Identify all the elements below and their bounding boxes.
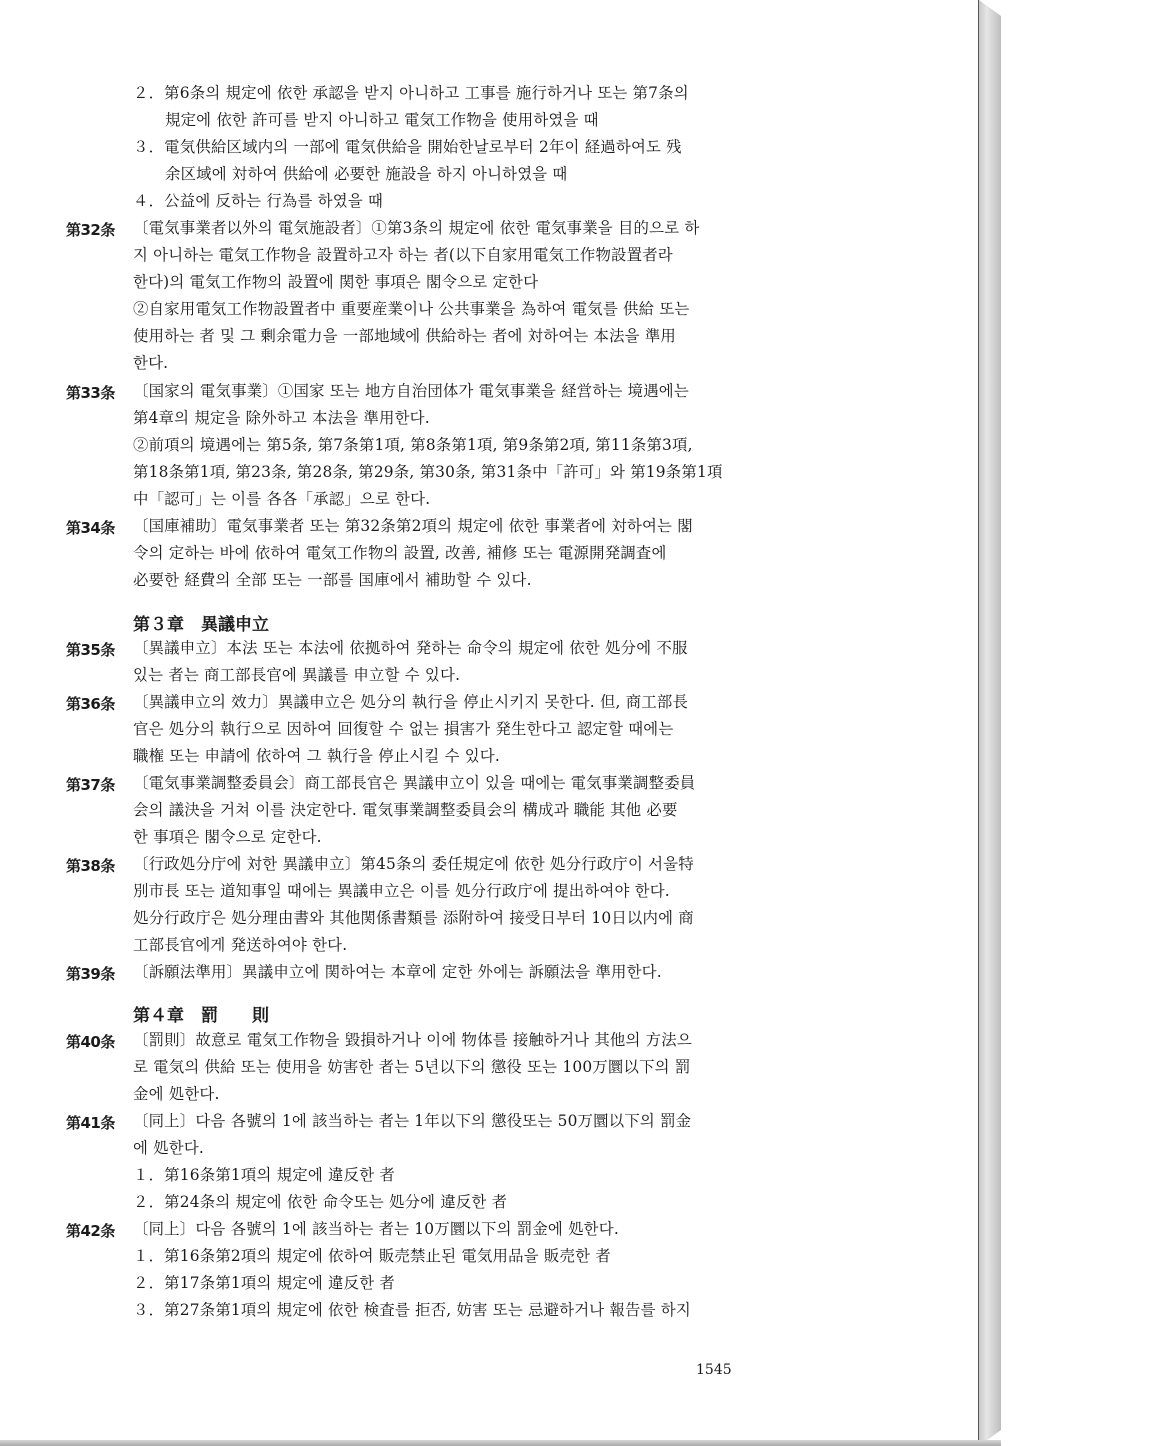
text-line: 中「認可」는 이를 各各「承認」으로 한다. xyxy=(133,490,431,508)
text-line: ２．第24条의 規定에 依한 命令또는 処分에 違反한 者 xyxy=(133,1193,508,1211)
text-line: ２．第17条第1項의 規定에 違反한 者 xyxy=(133,1274,395,1292)
text-line: 한다. xyxy=(133,354,169,372)
text-line: ４．公益에 反하는 行為를 하였을 때 xyxy=(133,192,384,210)
text-line: 会의 議決을 거쳐 이를 決定한다. 電気事業調整委員会의 構成과 職能 其他 必要 xyxy=(133,801,678,819)
article-number: 第39条 xyxy=(66,965,115,983)
article-number: 第38条 xyxy=(66,857,115,875)
text-line: 지 아니하는 電気工作物을 設置하고자 하는 者(以下自家用電気工作物設置者라 xyxy=(133,246,673,264)
article-number: 第37条 xyxy=(66,776,115,794)
text-line: 官은 処分의 執行으로 因하여 回復할 수 없는 損害가 発生한다고 認定할 때에는 xyxy=(133,720,674,738)
text-line: 한다)의 電気工作物의 設置에 関한 事項은 閣令으로 定한다 xyxy=(133,273,539,291)
text-line: 余区域에 対하여 供給에 必要한 施設을 하지 아니하였을 때 xyxy=(165,165,568,183)
article-number: 第32条 xyxy=(66,221,115,239)
text-line: 에 処한다. xyxy=(133,1139,204,1157)
article-number: 第41条 xyxy=(66,1114,115,1132)
text-line: 別市長 또는 道知事일 때에는 異議申立은 이를 処分行政庁에 提出하여야 한다. xyxy=(133,882,670,900)
text-line: 〔同上〕다음 各號의 1에 該当하는 者는 10万圜以下의 罰金에 処한다. xyxy=(133,1220,619,1238)
text-line: 〔罰則〕故意로 電気工作物을 毀損하거나 이에 物体를 接触하거나 其他의 方法으 xyxy=(133,1031,692,1049)
text-line: １．第16条第2項의 規定에 依하여 販売禁止된 電気用品을 販売한 者 xyxy=(133,1247,611,1265)
text-line: 処分行政庁은 処分理由書와 其他関係書類를 添附하여 接受日부터 10日以内에 商 xyxy=(133,909,694,927)
text-line: 〔電気事業調整委員会〕商工部長官은 異議申立이 있을 때에는 電気事業調整委員 xyxy=(133,774,696,792)
text-line: 第4章의 規定을 除外하고 本法을 準用한다. xyxy=(133,409,430,427)
text-line: 工部長官에게 発送하여야 한다. xyxy=(133,936,348,954)
text-line: 必要한 経費의 全部 또는 一部를 国庫에서 補助할 수 있다. xyxy=(133,571,532,589)
text-line: ②自家用電気工作物設置者中 重要産業이나 公共事業을 為하여 電気를 供給 또는 xyxy=(133,300,690,318)
chapter-heading: 第３章 異議申立 xyxy=(133,615,269,635)
text-line: 令의 定하는 바에 依하여 電気工作物의 設置, 改善, 補修 또는 電源開発調査에 xyxy=(133,544,667,562)
article-number: 第40条 xyxy=(66,1033,115,1051)
article-number: 第35条 xyxy=(66,641,115,659)
text-line: 第18条第1項, 第23条, 第28条, 第29条, 第30条, 第31条中「許可」와 第19条第1項 xyxy=(133,463,723,481)
text-line: 〔異議申立〕本法 또는 本法에 依拠하여 発하는 命令의 規定에 依한 処分에 不服 xyxy=(133,639,688,657)
text-line: 〔訴願法準用〕異議申立에 関하여는 本章에 定한 外에는 訴願法을 準用한다. xyxy=(133,963,662,981)
page-bottom-edge xyxy=(0,1440,1001,1446)
text-line: 規定에 依한 許可를 받지 아니하고 電気工作物을 使用하였을 때 xyxy=(165,111,599,129)
text-line: 〔行政処分庁에 対한 異議申立〕第45条의 委任規定에 依한 処分行政庁이 서울特 xyxy=(133,855,694,873)
text-line: ３．電気供給区域内의 一部에 電気供給을 開始한날로부터 2年이 経過하여도 残 xyxy=(133,138,682,156)
text-line: 職権 또는 申請에 依하여 그 執行을 停止시킬 수 있다. xyxy=(133,747,500,765)
article-number: 第36条 xyxy=(66,695,115,713)
chapter-heading: 第４章 罰 則 xyxy=(133,1006,269,1026)
text-line: 〔同上〕다음 各號의 1에 該当하는 者는 1年以下의 懲役또는 50万圜以下의 罰金 xyxy=(133,1112,692,1130)
text-line: ②前項의 境遇에는 第5条, 第7条第1項, 第8条第1項, 第9条第2項, 第11条第3項, xyxy=(133,436,693,454)
text-line: ２．第6条의 規定에 依한 承認을 받지 아니하고 工事를 施行하거나 또는 第7条의 xyxy=(133,84,689,102)
text-line: 使用하는 者 및 그 剰余電力을 一部地域에 供給하는 者에 対하여는 本法을 準用 xyxy=(133,327,677,345)
text-line: 〔国家의 電気事業〕①国家 또는 地方自治団体가 電気事業을 経営하는 境遇에는 xyxy=(133,382,689,400)
text-line: １．第16条第1項의 規定에 違反한 者 xyxy=(133,1166,395,1184)
text-line: ３．第27条第1項의 規定에 依한 検査를 拒否, 妨害 또는 忌避하거나 報告를 하지 xyxy=(133,1301,691,1319)
text-line: 〔電気事業者以外의 電気施設者〕①第3条의 規定에 依한 電気事業을 目的으로 하 xyxy=(133,219,700,237)
text-line: 〔国庫補助〕電気事業者 또는 第32条第2項의 規定에 依한 事業者에 対하여는 閣 xyxy=(133,517,693,535)
text-line: 있는 者는 商工部長官에 異議를 申立할 수 있다. xyxy=(133,666,461,684)
text-line: 〔異議申立의 效力〕異議申立은 処分의 執行을 停止시키지 못한다. 但, 商工部長 xyxy=(133,693,689,711)
article-number: 第42条 xyxy=(66,1222,115,1240)
article-number: 第34条 xyxy=(66,519,115,537)
page-number: 1545 xyxy=(696,1362,732,1378)
article-number: 第33条 xyxy=(66,384,115,402)
text-line: 로 電気의 供給 또는 使用을 妨害한 者는 5년以下의 懲役 또는 100万圜以下의 罰 xyxy=(133,1058,691,1076)
page-stack-edge xyxy=(979,0,1001,1446)
text-line: 한 事項은 閣令으로 定한다. xyxy=(133,828,322,846)
text-line: 金에 処한다. xyxy=(133,1085,220,1103)
